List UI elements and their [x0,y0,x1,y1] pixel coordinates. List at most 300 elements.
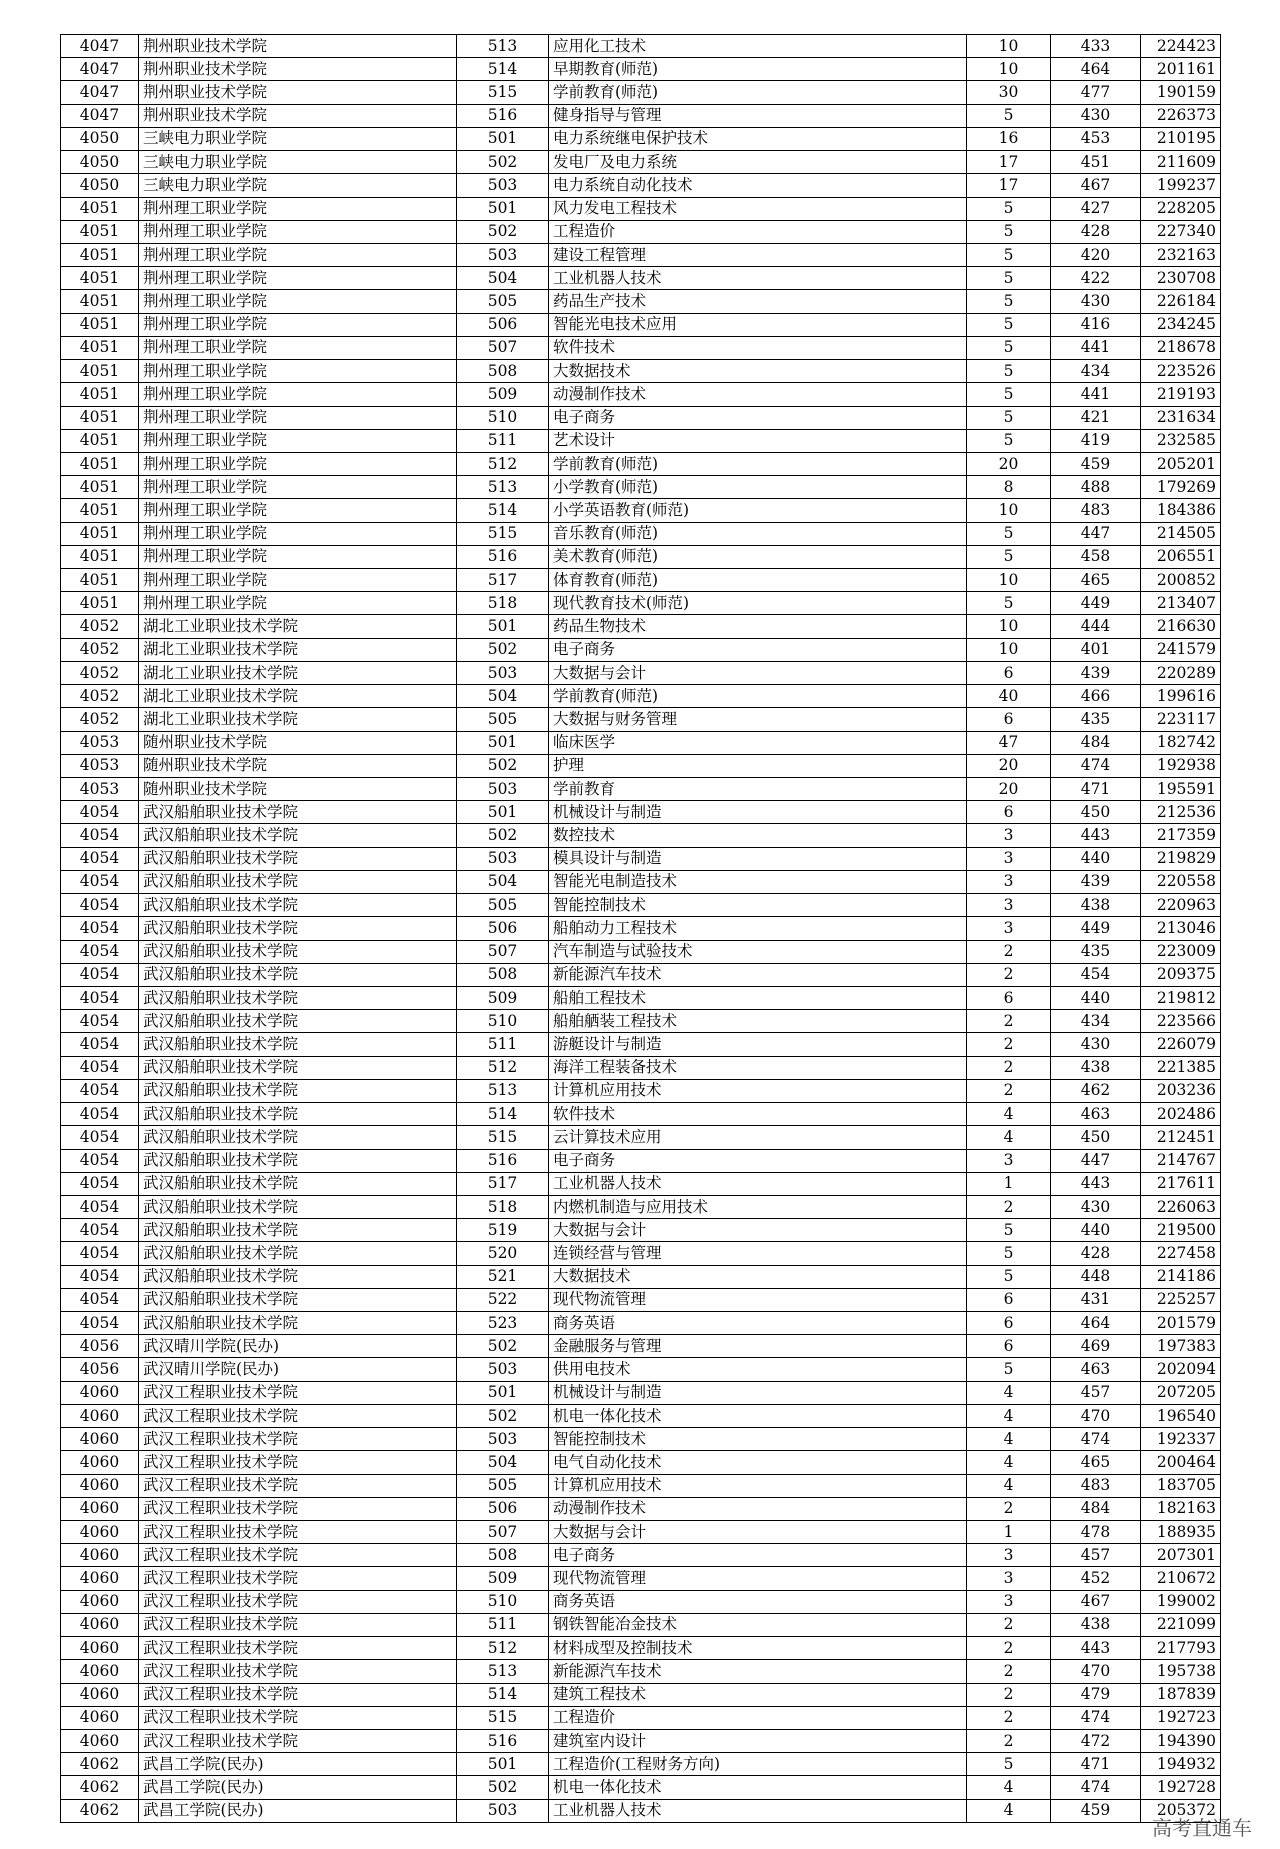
school-code-cell: 4051 [61,476,139,499]
min-score-cell: 440 [1051,1219,1141,1242]
table-row [61,1010,1221,1033]
min-score-cell: 444 [1051,615,1141,638]
major-code-cell: 507 [457,940,549,963]
table-row [61,313,1221,336]
min-rank-cell: 219500 [1141,1219,1221,1242]
min-rank-cell: 183705 [1141,1474,1221,1497]
school-name-cell: 武汉船舶职业技术学院 [139,870,457,893]
school-name-cell: 湖北工业职业技术学院 [139,615,457,638]
plan-count-cell: 5 [967,1358,1051,1381]
table-row [61,174,1221,197]
school-name-cell: 武汉工程职业技术学院 [139,1729,457,1752]
school-name-cell: 荆州理工职业学院 [139,522,457,545]
school-name-cell: 湖北工业职业技术学院 [139,685,457,708]
min-score-cell: 443 [1051,1172,1141,1195]
school-name-cell: 武汉船舶职业技术学院 [139,847,457,870]
table-row [61,1474,1221,1497]
major-code-cell: 510 [457,1010,549,1033]
min-score-cell: 438 [1051,1613,1141,1636]
school-code-cell: 4054 [61,1056,139,1079]
school-name-cell: 荆州理工职业学院 [139,267,457,290]
table-row [61,592,1221,615]
major-code-cell: 501 [457,801,549,824]
major-code-cell: 505 [457,894,549,917]
school-name-cell: 荆州理工职业学院 [139,592,457,615]
major-name-cell: 供用电技术 [549,1358,967,1381]
major-name-cell: 智能光电制造技术 [549,870,967,893]
table-row [61,429,1221,452]
min-rank-cell: 199237 [1141,174,1221,197]
school-name-cell: 武汉工程职业技术学院 [139,1637,457,1660]
school-code-cell: 4053 [61,778,139,801]
major-name-cell: 机电一体化技术 [549,1776,967,1799]
school-name-cell: 武汉工程职业技术学院 [139,1613,457,1636]
major-code-cell: 506 [457,313,549,336]
min-rank-cell: 226063 [1141,1195,1221,1218]
school-code-cell: 4054 [61,917,139,940]
min-rank-cell: 187839 [1141,1683,1221,1706]
school-code-cell: 4051 [61,499,139,522]
min-rank-cell: 199616 [1141,685,1221,708]
school-name-cell: 荆州理工职业学院 [139,499,457,522]
major-code-cell: 508 [457,1544,549,1567]
min-score-cell: 459 [1051,452,1141,475]
school-code-cell: 4060 [61,1451,139,1474]
table-row [61,336,1221,359]
min-score-cell: 431 [1051,1288,1141,1311]
school-code-cell: 4051 [61,452,139,475]
major-name-cell: 材料成型及控制技术 [549,1637,967,1660]
school-code-cell: 4052 [61,661,139,684]
major-name-cell: 动漫制作技术 [549,383,967,406]
min-score-cell: 467 [1051,1590,1141,1613]
plan-count-cell: 2 [967,1497,1051,1520]
min-rank-cell: 195738 [1141,1660,1221,1683]
min-rank-cell: 223009 [1141,940,1221,963]
major-name-cell: 建筑工程技术 [549,1683,967,1706]
min-rank-cell: 219829 [1141,847,1221,870]
table-row [61,151,1221,174]
min-score-cell: 467 [1051,174,1141,197]
table-row [61,104,1221,127]
min-rank-cell: 226373 [1141,104,1221,127]
major-code-cell: 519 [457,1219,549,1242]
school-code-cell: 4060 [61,1683,139,1706]
plan-count-cell: 10 [967,499,1051,522]
school-name-cell: 三峡电力职业学院 [139,151,457,174]
min-rank-cell: 218678 [1141,336,1221,359]
school-name-cell: 武汉船舶职业技术学院 [139,1195,457,1218]
school-code-cell: 4051 [61,522,139,545]
plan-count-cell: 3 [967,847,1051,870]
major-code-cell: 509 [457,383,549,406]
major-name-cell: 船舶工程技术 [549,986,967,1009]
plan-count-cell: 10 [967,35,1051,58]
min-score-cell: 469 [1051,1335,1141,1358]
min-score-cell: 452 [1051,1567,1141,1590]
table-row [61,1404,1221,1427]
school-code-cell: 4051 [61,267,139,290]
major-code-cell: 516 [457,545,549,568]
plan-count-cell: 2 [967,1195,1051,1218]
school-name-cell: 武汉工程职业技术学院 [139,1590,457,1613]
major-code-cell: 501 [457,127,549,150]
major-name-cell: 模具设计与制造 [549,847,967,870]
major-code-cell: 509 [457,986,549,1009]
major-name-cell: 大数据与会计 [549,1521,967,1544]
school-code-cell: 4060 [61,1637,139,1660]
min-rank-cell: 221099 [1141,1613,1221,1636]
min-score-cell: 470 [1051,1404,1141,1427]
min-score-cell: 441 [1051,383,1141,406]
major-name-cell: 大数据与财务管理 [549,708,967,731]
school-code-cell: 4052 [61,638,139,661]
min-score-cell: 447 [1051,1149,1141,1172]
min-rank-cell: 196540 [1141,1404,1221,1427]
school-name-cell: 武汉船舶职业技术学院 [139,1056,457,1079]
school-name-cell: 荆州理工职业学院 [139,406,457,429]
min-rank-cell: 234245 [1141,313,1221,336]
school-code-cell: 4051 [61,569,139,592]
major-code-cell: 517 [457,1172,549,1195]
plan-count-cell: 2 [967,1729,1051,1752]
table-row [61,685,1221,708]
school-code-cell: 4050 [61,151,139,174]
table-row [61,1358,1221,1381]
school-code-cell: 4050 [61,174,139,197]
table-row [61,1312,1221,1335]
table-row [61,1242,1221,1265]
major-code-cell: 503 [457,661,549,684]
plan-count-cell: 8 [967,476,1051,499]
major-code-cell: 516 [457,1149,549,1172]
major-name-cell: 电气自动化技术 [549,1451,967,1474]
major-code-cell: 514 [457,58,549,81]
major-code-cell: 509 [457,1567,549,1590]
school-code-cell: 4051 [61,220,139,243]
school-code-cell: 4047 [61,104,139,127]
table-row [61,894,1221,917]
major-name-cell: 金融服务与管理 [549,1335,967,1358]
plan-count-cell: 4 [967,1404,1051,1427]
min-score-cell: 439 [1051,870,1141,893]
school-code-cell: 4054 [61,1265,139,1288]
school-name-cell: 武汉船舶职业技术学院 [139,824,457,847]
school-code-cell: 4054 [61,1242,139,1265]
major-code-cell: 513 [457,476,549,499]
school-code-cell: 4054 [61,1219,139,1242]
major-code-cell: 504 [457,1451,549,1474]
major-code-cell: 514 [457,1103,549,1126]
min-rank-cell: 197383 [1141,1335,1221,1358]
major-name-cell: 电子商务 [549,638,967,661]
school-name-cell: 武汉工程职业技术学院 [139,1706,457,1729]
school-code-cell: 4051 [61,592,139,615]
plan-count-cell: 3 [967,1544,1051,1567]
school-name-cell: 三峡电力职业学院 [139,174,457,197]
min-score-cell: 416 [1051,313,1141,336]
min-score-cell: 441 [1051,336,1141,359]
table-row [61,1033,1221,1056]
table-row [61,1683,1221,1706]
plan-count-cell: 30 [967,81,1051,104]
min-rank-cell: 226184 [1141,290,1221,313]
min-rank-cell: 227458 [1141,1242,1221,1265]
min-score-cell: 430 [1051,104,1141,127]
min-rank-cell: 203236 [1141,1079,1221,1102]
plan-count-cell: 5 [967,336,1051,359]
table-row [61,1126,1221,1149]
major-name-cell: 工程造价 [549,220,967,243]
school-name-cell: 武汉船舶职业技术学院 [139,1103,457,1126]
plan-count-cell: 6 [967,661,1051,684]
school-name-cell: 荆州理工职业学院 [139,313,457,336]
major-code-cell: 505 [457,1474,549,1497]
major-code-cell: 501 [457,615,549,638]
plan-count-cell: 2 [967,1613,1051,1636]
min-score-cell: 448 [1051,1265,1141,1288]
major-name-cell: 智能控制技术 [549,894,967,917]
major-name-cell: 动漫制作技术 [549,1497,967,1520]
plan-count-cell: 2 [967,1683,1051,1706]
table-row [61,1172,1221,1195]
school-code-cell: 4060 [61,1521,139,1544]
major-name-cell: 机械设计与制造 [549,801,967,824]
major-code-cell: 503 [457,243,549,266]
school-name-cell: 武汉船舶职业技术学院 [139,917,457,940]
major-code-cell: 513 [457,1660,549,1683]
plan-count-cell: 20 [967,452,1051,475]
school-code-cell: 4056 [61,1358,139,1381]
min-rank-cell: 202094 [1141,1358,1221,1381]
plan-count-cell: 10 [967,569,1051,592]
min-rank-cell: 192938 [1141,754,1221,777]
min-rank-cell: 219193 [1141,383,1221,406]
min-score-cell: 462 [1051,1079,1141,1102]
min-rank-cell: 214505 [1141,522,1221,545]
school-name-cell: 武汉工程职业技术学院 [139,1451,457,1474]
school-code-cell: 4054 [61,1010,139,1033]
major-name-cell: 美术教育(师范) [549,545,967,568]
school-name-cell: 武汉工程职业技术学院 [139,1497,457,1520]
min-rank-cell: 211609 [1141,151,1221,174]
table-row [61,870,1221,893]
school-code-cell: 4060 [61,1590,139,1613]
school-code-cell: 4056 [61,1335,139,1358]
major-name-cell: 船舶动力工程技术 [549,917,967,940]
school-name-cell: 荆州理工职业学院 [139,243,457,266]
school-code-cell: 4054 [61,894,139,917]
school-name-cell: 荆州理工职业学院 [139,569,457,592]
major-name-cell: 工业机器人技术 [549,1799,967,1822]
min-score-cell: 422 [1051,267,1141,290]
school-name-cell: 武汉工程职业技术学院 [139,1544,457,1567]
plan-count-cell: 6 [967,708,1051,731]
min-rank-cell: 223566 [1141,1010,1221,1033]
plan-count-cell: 40 [967,685,1051,708]
major-code-cell: 520 [457,1242,549,1265]
school-code-cell: 4060 [61,1660,139,1683]
min-rank-cell: 206551 [1141,545,1221,568]
min-score-cell: 478 [1051,1521,1141,1544]
major-code-cell: 521 [457,1265,549,1288]
table-row [61,81,1221,104]
major-code-cell: 502 [457,1335,549,1358]
plan-count-cell: 10 [967,58,1051,81]
school-name-cell: 武汉船舶职业技术学院 [139,1219,457,1242]
min-score-cell: 453 [1051,127,1141,150]
major-name-cell: 风力发电工程技术 [549,197,967,220]
school-name-cell: 武汉船舶职业技术学院 [139,940,457,963]
plan-count-cell: 5 [967,406,1051,429]
school-code-cell: 4054 [61,801,139,824]
min-rank-cell: 213046 [1141,917,1221,940]
min-rank-cell: 217793 [1141,1637,1221,1660]
table-row [61,383,1221,406]
major-code-cell: 502 [457,1776,549,1799]
school-name-cell: 湖北工业职业技术学院 [139,638,457,661]
table-row [61,1451,1221,1474]
major-name-cell: 电力系统自动化技术 [549,174,967,197]
major-code-cell: 501 [457,731,549,754]
min-rank-cell: 219812 [1141,986,1221,1009]
min-score-cell: 450 [1051,1126,1141,1149]
plan-count-cell: 4 [967,1474,1051,1497]
min-rank-cell: 217611 [1141,1172,1221,1195]
major-name-cell: 船舶舾装工程技术 [549,1010,967,1033]
major-name-cell: 内燃机制造与应用技术 [549,1195,967,1218]
major-code-cell: 518 [457,592,549,615]
plan-count-cell: 4 [967,1126,1051,1149]
plan-count-cell: 17 [967,174,1051,197]
major-code-cell: 506 [457,917,549,940]
plan-count-cell: 6 [967,1288,1051,1311]
major-code-cell: 501 [457,1753,549,1776]
school-code-cell: 4054 [61,1079,139,1102]
min-rank-cell: 228205 [1141,197,1221,220]
major-code-cell: 513 [457,1079,549,1102]
major-code-cell: 512 [457,452,549,475]
major-code-cell: 502 [457,638,549,661]
table-row [61,1706,1221,1729]
major-code-cell: 502 [457,824,549,847]
table-row [61,824,1221,847]
plan-count-cell: 10 [967,615,1051,638]
min-score-cell: 483 [1051,1474,1141,1497]
major-name-cell: 机电一体化技术 [549,1404,967,1427]
major-name-cell: 电子商务 [549,1149,967,1172]
plan-count-cell: 2 [967,1660,1051,1683]
school-code-cell: 4047 [61,81,139,104]
school-name-cell: 武汉船舶职业技术学院 [139,963,457,986]
min-rank-cell: 230708 [1141,267,1221,290]
major-code-cell: 501 [457,197,549,220]
school-code-cell: 4060 [61,1428,139,1451]
plan-count-cell: 2 [967,1056,1051,1079]
major-name-cell: 电力系统继电保护技术 [549,127,967,150]
major-code-cell: 502 [457,151,549,174]
school-name-cell: 荆州理工职业学院 [139,220,457,243]
school-name-cell: 荆州理工职业学院 [139,360,457,383]
min-rank-cell: 225257 [1141,1288,1221,1311]
school-name-cell: 武昌工学院(民办) [139,1776,457,1799]
major-name-cell: 早期教育(师范) [549,58,967,81]
min-score-cell: 474 [1051,754,1141,777]
watermark-text: 高考直通车 [1152,1816,1252,1840]
table-row [61,708,1221,731]
major-code-cell: 510 [457,406,549,429]
major-name-cell: 小学英语教育(师范) [549,499,967,522]
major-code-cell: 512 [457,1056,549,1079]
plan-count-cell: 5 [967,197,1051,220]
major-code-cell: 515 [457,81,549,104]
major-name-cell: 汽车制造与试验技术 [549,940,967,963]
school-code-cell: 4054 [61,1172,139,1195]
min-score-cell: 430 [1051,290,1141,313]
min-rank-cell: 217359 [1141,824,1221,847]
min-rank-cell: 179269 [1141,476,1221,499]
min-rank-cell: 205372 [1141,1799,1221,1822]
school-name-cell: 武汉船舶职业技术学院 [139,801,457,824]
min-score-cell: 465 [1051,1451,1141,1474]
plan-count-cell: 5 [967,290,1051,313]
school-name-cell: 荆州理工职业学院 [139,452,457,475]
school-name-cell: 武汉工程职业技术学院 [139,1404,457,1427]
school-name-cell: 武汉船舶职业技术学院 [139,1010,457,1033]
min-score-cell: 421 [1051,406,1141,429]
plan-count-cell: 3 [967,824,1051,847]
min-score-cell: 463 [1051,1358,1141,1381]
table-row [61,986,1221,1009]
table-row [61,847,1221,870]
min-rank-cell: 224423 [1141,35,1221,58]
school-code-cell: 4060 [61,1497,139,1520]
min-rank-cell: 214186 [1141,1265,1221,1288]
major-code-cell: 510 [457,1590,549,1613]
min-rank-cell: 205201 [1141,452,1221,475]
min-rank-cell: 221385 [1141,1056,1221,1079]
plan-count-cell: 2 [967,1637,1051,1660]
major-code-cell: 503 [457,1358,549,1381]
major-name-cell: 电子商务 [549,406,967,429]
major-name-cell: 应用化工技术 [549,35,967,58]
major-code-cell: 508 [457,360,549,383]
min-rank-cell: 190159 [1141,81,1221,104]
plan-count-cell: 2 [967,940,1051,963]
school-name-cell: 武汉船舶职业技术学院 [139,894,457,917]
school-code-cell: 4062 [61,1776,139,1799]
plan-count-cell: 5 [967,220,1051,243]
min-score-cell: 438 [1051,894,1141,917]
plan-count-cell: 4 [967,1799,1051,1822]
min-rank-cell: 192728 [1141,1776,1221,1799]
school-name-cell: 武汉晴川学院(民办) [139,1358,457,1381]
school-code-cell: 4051 [61,429,139,452]
table-row [61,569,1221,592]
school-code-cell: 4060 [61,1729,139,1752]
major-name-cell: 大数据技术 [549,360,967,383]
min-score-cell: 434 [1051,360,1141,383]
min-score-cell: 428 [1051,1242,1141,1265]
table-row [61,360,1221,383]
major-name-cell: 计算机应用技术 [549,1474,967,1497]
school-code-cell: 4051 [61,243,139,266]
major-name-cell: 软件技术 [549,336,967,359]
table-row [61,1544,1221,1567]
min-score-cell: 474 [1051,1776,1141,1799]
min-score-cell: 484 [1051,1497,1141,1520]
major-code-cell: 517 [457,569,549,592]
